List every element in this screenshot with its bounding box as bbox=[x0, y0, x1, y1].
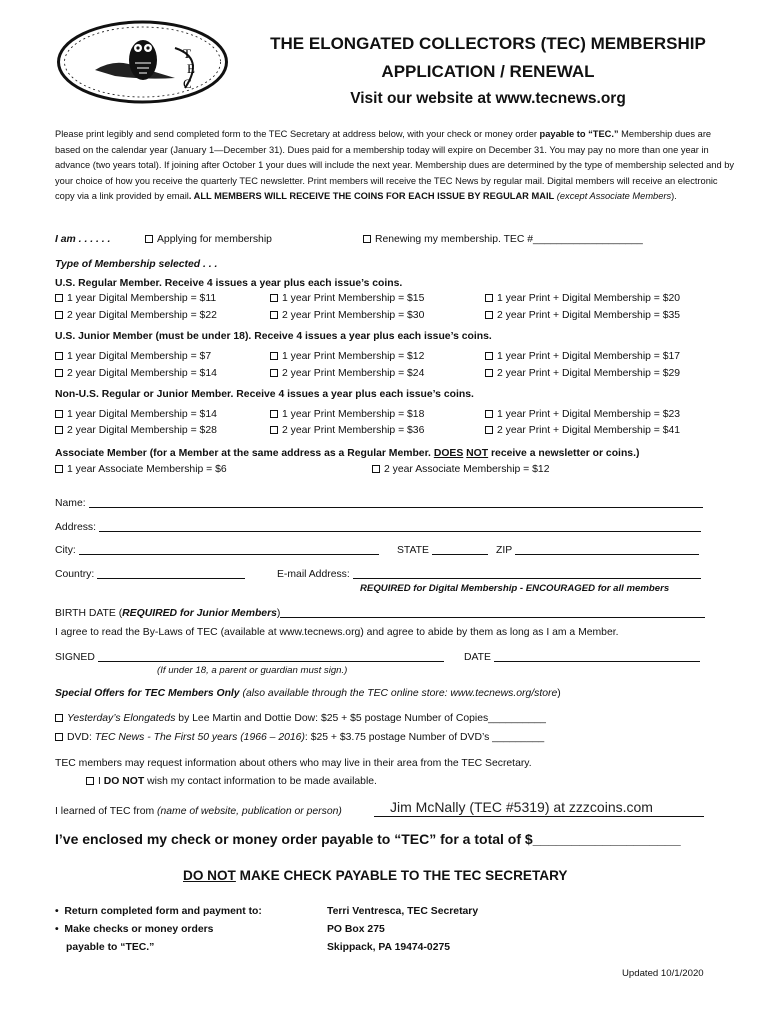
page-title-line1: THE ELONGATED COLLECTORS (TEC) MEMBERSHIP bbox=[270, 34, 706, 53]
associate-option-1[interactable]: 1 year Associate Membership = $6 bbox=[55, 464, 227, 475]
option[interactable]: 2 year Print Membership = $36 bbox=[270, 425, 424, 436]
instruction-bullet-1: • Return completed form and payment to: bbox=[55, 906, 262, 917]
address-field[interactable]: Address: bbox=[55, 520, 701, 533]
tec-logo bbox=[55, 18, 230, 106]
intro-paragraph: Please print legibly and send completed form to the TEC Secretary at address below, with your check or money order payable to “TEC.” Membership dues are based on the calendar year (January 1—December 31). Dues paid for a membership today will expire on December 31. You may pay no more than one year in advance (two years total). If joining after October 1 your dues will include the next year. Membership dues are determined by the type of membership selected and by your choice of how you receive the quarterly TEC newsletter. Print members will receive the TEC News by regular mail. Digital members will receive an electronic copy via a link provided by email. ALL MEMBERS WILL RECEIVE THE COINS FOR EACH ISSUE BY REGULAR MAIL (except Associate Members). bbox=[55, 129, 735, 202]
name-field[interactable]: Name: bbox=[55, 496, 703, 509]
option[interactable]: 1 year Digital Membership = $14 bbox=[55, 409, 217, 420]
website-line[interactable]: Visit our website at www.tecnews.org bbox=[350, 90, 626, 107]
sign-note: (If under 18, a parent or guardian must sign.) bbox=[157, 665, 348, 676]
option[interactable]: 1 year Digital Membership = $7 bbox=[55, 351, 211, 362]
offers-heading: Special Offers for TEC Members Only (also available through the TEC online store: www.tecnews.org/store) bbox=[55, 688, 561, 699]
date-field[interactable]: DATE bbox=[464, 650, 700, 663]
enclosed-line[interactable]: I’ve enclosed my check or money order payable to “TEC” for a total of $___________________ bbox=[55, 831, 681, 847]
address-line-1: Terri Ventresca, TEC Secretary bbox=[327, 906, 479, 917]
renewing-checkbox[interactable] bbox=[363, 235, 371, 243]
bylaws-text: I agree to read the By-Laws of TEC (available at www.tecnews.org) and agree to abide by them as long as I am a Member. bbox=[55, 627, 619, 638]
option[interactable]: 2 year Digital Membership = $22 bbox=[55, 310, 217, 321]
instruction-bullet-2: • Make checks or money orders bbox=[55, 924, 214, 935]
section-heading-us-junior: U.S. Junior Member (must be under 18). Receive 4 issues a year plus each issue’s coins. bbox=[55, 331, 492, 342]
option[interactable]: 2 year Print + Digital Membership = $41 bbox=[485, 425, 680, 436]
offer-book[interactable]: Yesterday’s Elongateds by Lee Martin and Dottie Dow: $25 + $5 postage Number of Copies__________ bbox=[55, 713, 546, 724]
email-field[interactable]: E-mail Address: bbox=[277, 567, 701, 580]
type-label: Type of Membership selected . . . bbox=[55, 259, 218, 270]
option[interactable]: 2 year Digital Membership = $14 bbox=[55, 368, 217, 379]
option[interactable]: 2 year Print Membership = $24 bbox=[270, 368, 424, 379]
option[interactable]: 1 year Print + Digital Membership = $23 bbox=[485, 409, 680, 420]
warning-line: DO NOT MAKE CHECK PAYABLE TO THE TEC SECRETARY bbox=[183, 868, 568, 883]
offer-dvd[interactable]: DVD: TEC News - The First 50 years (1966 – 2016): $25 + $3.75 postage Number of DVD’s _________ bbox=[55, 732, 544, 743]
zip-field[interactable]: ZIP bbox=[496, 543, 699, 556]
associate-heading: Associate Member (for a Member at the same address as a Regular Member. DOES NOT receive a newsletter or coins.) bbox=[55, 448, 640, 459]
privacy-text: TEC members may request information about others who may live in their area from the TEC Secretary. bbox=[55, 758, 532, 769]
section-heading-us-regular: U.S. Regular Member. Receive 4 issues a year plus each issue’s coins. bbox=[55, 278, 403, 289]
associate-option-2[interactable]: 2 year Associate Membership = $12 bbox=[372, 464, 549, 475]
option[interactable]: 1 year Digital Membership = $11 bbox=[55, 293, 216, 304]
signed-field[interactable]: SIGNED bbox=[55, 650, 444, 663]
option[interactable]: 2 year Print + Digital Membership = $29 bbox=[485, 368, 680, 379]
email-note: REQUIRED for Digital Membership - ENCOURAGED for all members bbox=[360, 583, 670, 594]
applying-option[interactable]: Applying for membership bbox=[145, 234, 272, 245]
country-field[interactable]: Country: bbox=[55, 567, 245, 580]
birth-date-field[interactable]: BIRTH DATE (REQUIRED for Junior Members) bbox=[55, 606, 705, 619]
option[interactable]: 1 year Print Membership = $18 bbox=[270, 409, 424, 420]
instruction-bullet-2-cont: payable to “TEC.” bbox=[66, 942, 155, 953]
option[interactable]: 1 year Print Membership = $12 bbox=[270, 351, 424, 362]
renewing-option[interactable]: Renewing my membership. TEC #___________________ bbox=[363, 234, 643, 245]
owl-icon bbox=[95, 40, 193, 88]
svg-text:E: E bbox=[187, 61, 195, 76]
option[interactable]: 2 year Print Membership = $30 bbox=[270, 310, 424, 321]
learned-handwritten-value[interactable]: Jim McNally (TEC #5319) at zzzcoins.com bbox=[390, 799, 653, 815]
applying-checkbox[interactable] bbox=[145, 235, 153, 243]
option[interactable]: 2 year Digital Membership = $28 bbox=[55, 425, 217, 436]
option[interactable]: 1 year Print Membership = $15 bbox=[270, 293, 424, 304]
option[interactable]: 2 year Print + Digital Membership = $35 bbox=[485, 310, 680, 321]
page-title-line2: APPLICATION / RENEWAL bbox=[381, 62, 595, 81]
learned-label: I learned of TEC from (name of website, publication or person) bbox=[55, 806, 342, 817]
address-line-3: Skippack, PA 19474-0275 bbox=[327, 942, 451, 953]
section-heading-non-us: Non-U.S. Regular or Junior Member. Receive 4 issues a year plus each issue’s coins. bbox=[55, 389, 474, 400]
city-field[interactable]: City: bbox=[55, 543, 379, 556]
privacy-option[interactable]: I DO NOT wish my contact information to be made available. bbox=[86, 776, 377, 787]
state-field[interactable]: STATE bbox=[397, 543, 488, 556]
updated-date: Updated 10/1/2020 bbox=[622, 968, 704, 979]
option[interactable]: 1 year Print + Digital Membership = $17 bbox=[485, 351, 680, 362]
address-line-2: PO Box 275 bbox=[327, 924, 385, 935]
logo-text-t: T bbox=[183, 46, 191, 61]
svg-text:C: C bbox=[183, 76, 192, 91]
iam-label: I am . . . . . . bbox=[55, 234, 111, 245]
option[interactable]: 1 year Print + Digital Membership = $20 bbox=[485, 293, 680, 304]
learned-line[interactable] bbox=[374, 816, 704, 817]
